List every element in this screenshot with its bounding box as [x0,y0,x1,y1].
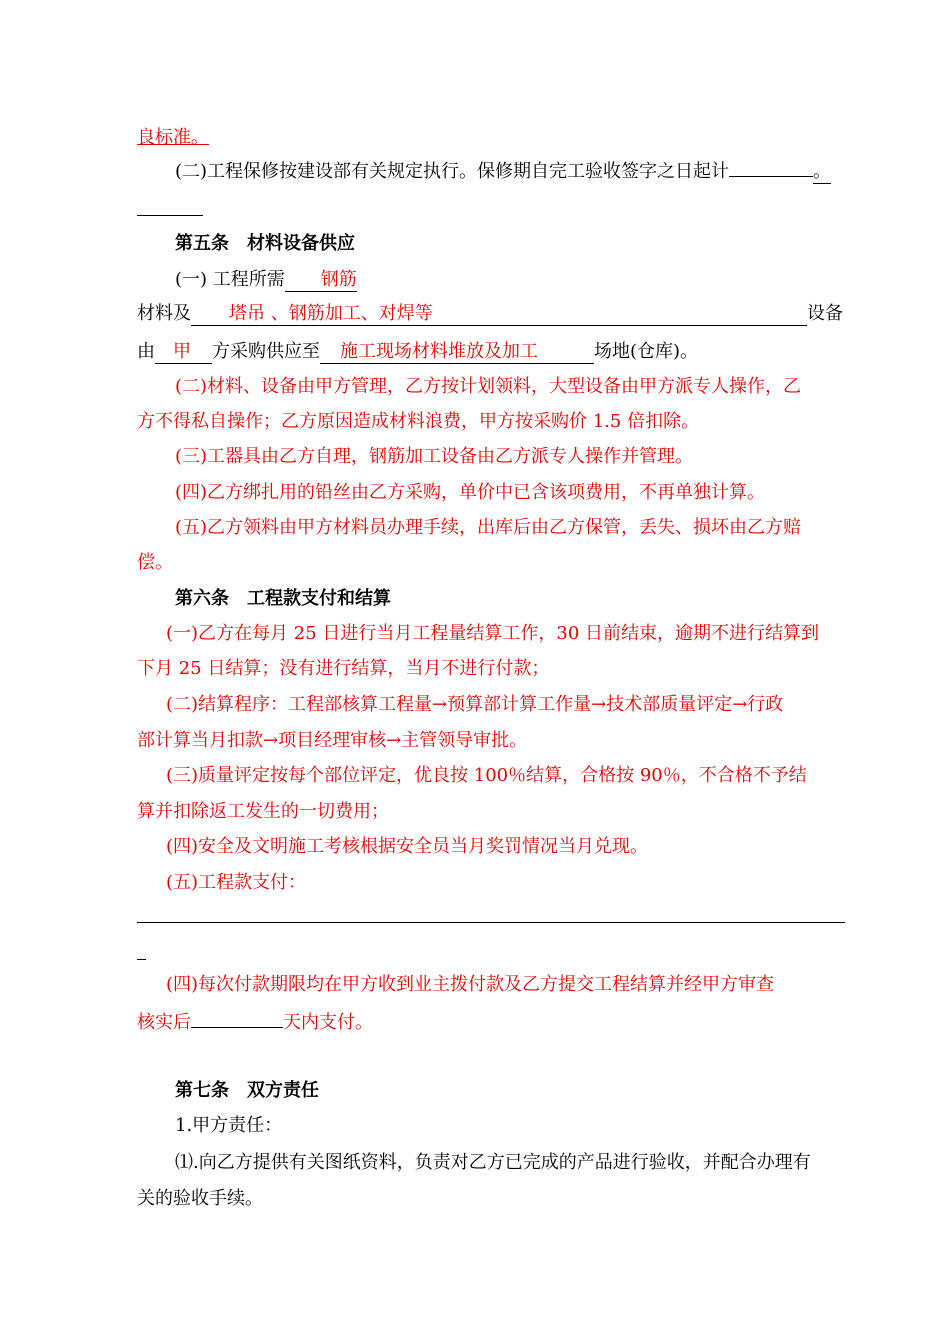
art5-item-1-prefix: (一) 工程所需 [175,269,285,290]
site-suffix: 场地(仓库)。 [594,341,699,362]
art6-item-1-line2: 下月 25 日结算；没有进行结算，当月不进行付款； [137,658,550,679]
blank-line [137,215,203,216]
article-7-title: 第七条 双方责任 [175,1080,319,1101]
article-5-title: 第五条 材料设备供应 [175,233,355,254]
days-blank [191,1027,283,1028]
art6-item-6-line2 [137,1011,373,1035]
art5-item-2-line1: (二)材料、设备由甲方管理，乙方按计划领料，大型设备由甲方派专人操作，乙 [175,376,802,397]
art6-item-2-line1: (二)结算程序：工程部核算工程量→预算部计算工作量→技术部质量评定→行政 [166,694,784,715]
art6-item-3-line1: (三)质量评定按每个部位评定，优良按 100％结算，合格按 90％，不合格不予结 [166,765,807,786]
art5-supply-line [137,340,698,364]
supply-purchase: 方采购供应至 [212,341,320,362]
party-field: 甲 [155,341,212,364]
art6-item-6-prefix: 核实后 [137,1012,191,1033]
art7-item-1: 1.甲方责任： [175,1115,283,1136]
materials-label: 材料及 [137,303,191,324]
article-6-title: 第六条 工程款支付和结算 [175,588,391,609]
art5-item-3: (三)工器具由乙方自理，钢筋加工设备由乙方派专人操作并管理。 [175,446,694,467]
material-field: 钢筋 [285,269,357,292]
art6-item-6-line1: (四)每次付款期限均在甲方收到业主拨付款及乙方提交工程结算并经甲方审查 [166,974,775,995]
art6-item-6-suffix: 天内支付。 [283,1012,373,1033]
payment-blank-line [137,922,845,923]
equipment-suffix: 设备 [807,303,843,324]
art5-equipment-line [137,302,843,326]
site-field: 施工现场材料堆放及加工 [320,341,594,364]
art5-item-5-line1: (五)乙方领料由甲方材料员办理手续，出库后由乙方保管，丢失、损坏由乙方赔 [175,517,802,538]
warranty-end: 。 [813,161,832,182]
art5-item-2-line2: 方不得私自操作；乙方原因造成材料浪费，甲方按采购价 1.5 倍扣除。 [137,411,700,432]
art5-item-1 [175,268,357,292]
warranty-clause [175,160,831,184]
art5-item-4: (四)乙方绑扎用的铅丝由乙方采购，单价中已含该项费用，不再单独计算。 [175,482,766,503]
art6-item-3-line2: 算并扣除返工发生的一切费用； [137,801,389,822]
art6-item-2-line2: 部计算当月扣款→项目经理审核→主管领导审批。 [137,730,528,751]
art7-item-1-1-line1: ⑴.向乙方提供有关图纸资料，负责对乙方已完成的产品进行验收，并配合办理有 [175,1152,811,1173]
warranty-text: (二)工程保修按建设部有关规定执行。保修期自完工验收签字之日起计 [175,161,730,182]
art7-item-1-1-line2: 关的验收手续。 [137,1188,263,1209]
text-line: 良标准。 [137,127,209,148]
art6-item-4: (四)安全及文明施工考核根据安全员当月奖罚情况当月兑现。 [166,836,649,857]
art5-item-5-line2: 偿。 [137,552,173,573]
equipment-field: 塔吊 、钢筋加工、对焊等 [191,303,807,326]
payment-blank-line-end [137,959,146,960]
warranty-blank [729,176,813,177]
art6-item-1-line1: (一)乙方在每月 25 日进行当月工程量结算工作，30 日前结束，逾期不进行结算到 [166,623,820,644]
supply-by: 由 [137,341,155,362]
art6-item-5: (五)工程款支付： [166,872,307,893]
